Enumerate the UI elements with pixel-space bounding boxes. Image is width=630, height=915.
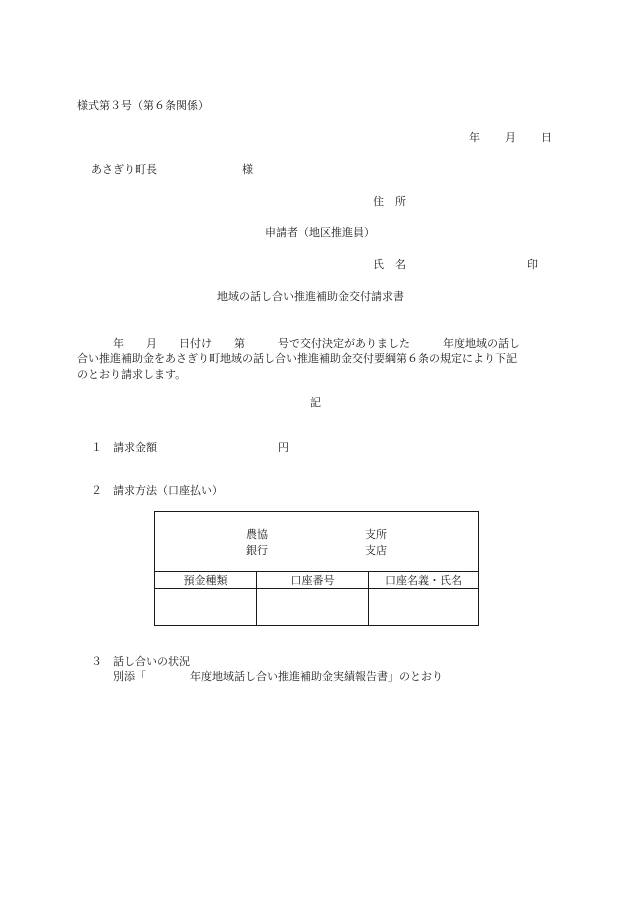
body-text-line-2: 合い推進補助金をあさぎり町地域の話し合い推進補助金交付要綱第６条の規定により下記 <box>77 352 517 365</box>
column-header-account-number: 口座番号 <box>257 572 369 589</box>
item-number-2: ２ <box>91 484 102 497</box>
item-label-claim-method: 請求方法（口座払い） <box>113 484 223 497</box>
applicant-role-label: 申請者（地区推進員） <box>265 226 375 239</box>
addressee-name: あさぎり町長 <box>91 163 157 176</box>
date-day-label: 日 <box>541 131 552 144</box>
branch-type-shisho: 支所 <box>365 528 387 541</box>
column-header-deposit-type: 預金種類 <box>155 572 257 589</box>
date-month-label: 月 <box>505 131 516 144</box>
bank-type-nokyo: 農協 <box>246 528 268 541</box>
form-number: 様式第３号（第６条関係） <box>77 99 209 112</box>
date-year-label: 年 <box>469 131 480 144</box>
column-header-account-holder: 口座名義・氏名 <box>369 572 479 589</box>
claim-amount-unit: 円 <box>278 441 289 454</box>
bank-type-ginko: 銀行 <box>246 544 268 557</box>
account-number-cell <box>257 589 369 626</box>
addressee-honorific: 様 <box>242 163 253 176</box>
body-text-line-1: 年 月 日付け 第 号で交付決定がありました 年度地域の話し <box>113 337 520 350</box>
item-number-3: ３ <box>91 655 102 668</box>
item-label-claim-amount: 請求金額 <box>113 441 157 454</box>
item-label-discussion-status: 話し合いの状況 <box>113 655 190 668</box>
body-text-line-3: のとおり請求します。 <box>77 368 187 381</box>
applicant-name-label: 氏 名 <box>373 258 406 271</box>
applicant-address-label: 住 所 <box>373 195 406 208</box>
document-title: 地域の話し合い推進補助金交付請求書 <box>217 290 404 303</box>
item-number-1: １ <box>91 441 102 454</box>
deposit-type-cell <box>155 589 257 626</box>
bank-name-cell <box>155 512 479 572</box>
bank-account-table <box>154 511 479 626</box>
report-attachment-note: 別添「 年度地域話し合い推進補助金実績報告書」のとおり <box>113 670 443 683</box>
account-holder-cell <box>369 589 479 626</box>
seal-mark: 印 <box>527 258 538 271</box>
ki-heading: 記 <box>310 396 321 409</box>
branch-type-shiten: 支店 <box>365 544 387 557</box>
